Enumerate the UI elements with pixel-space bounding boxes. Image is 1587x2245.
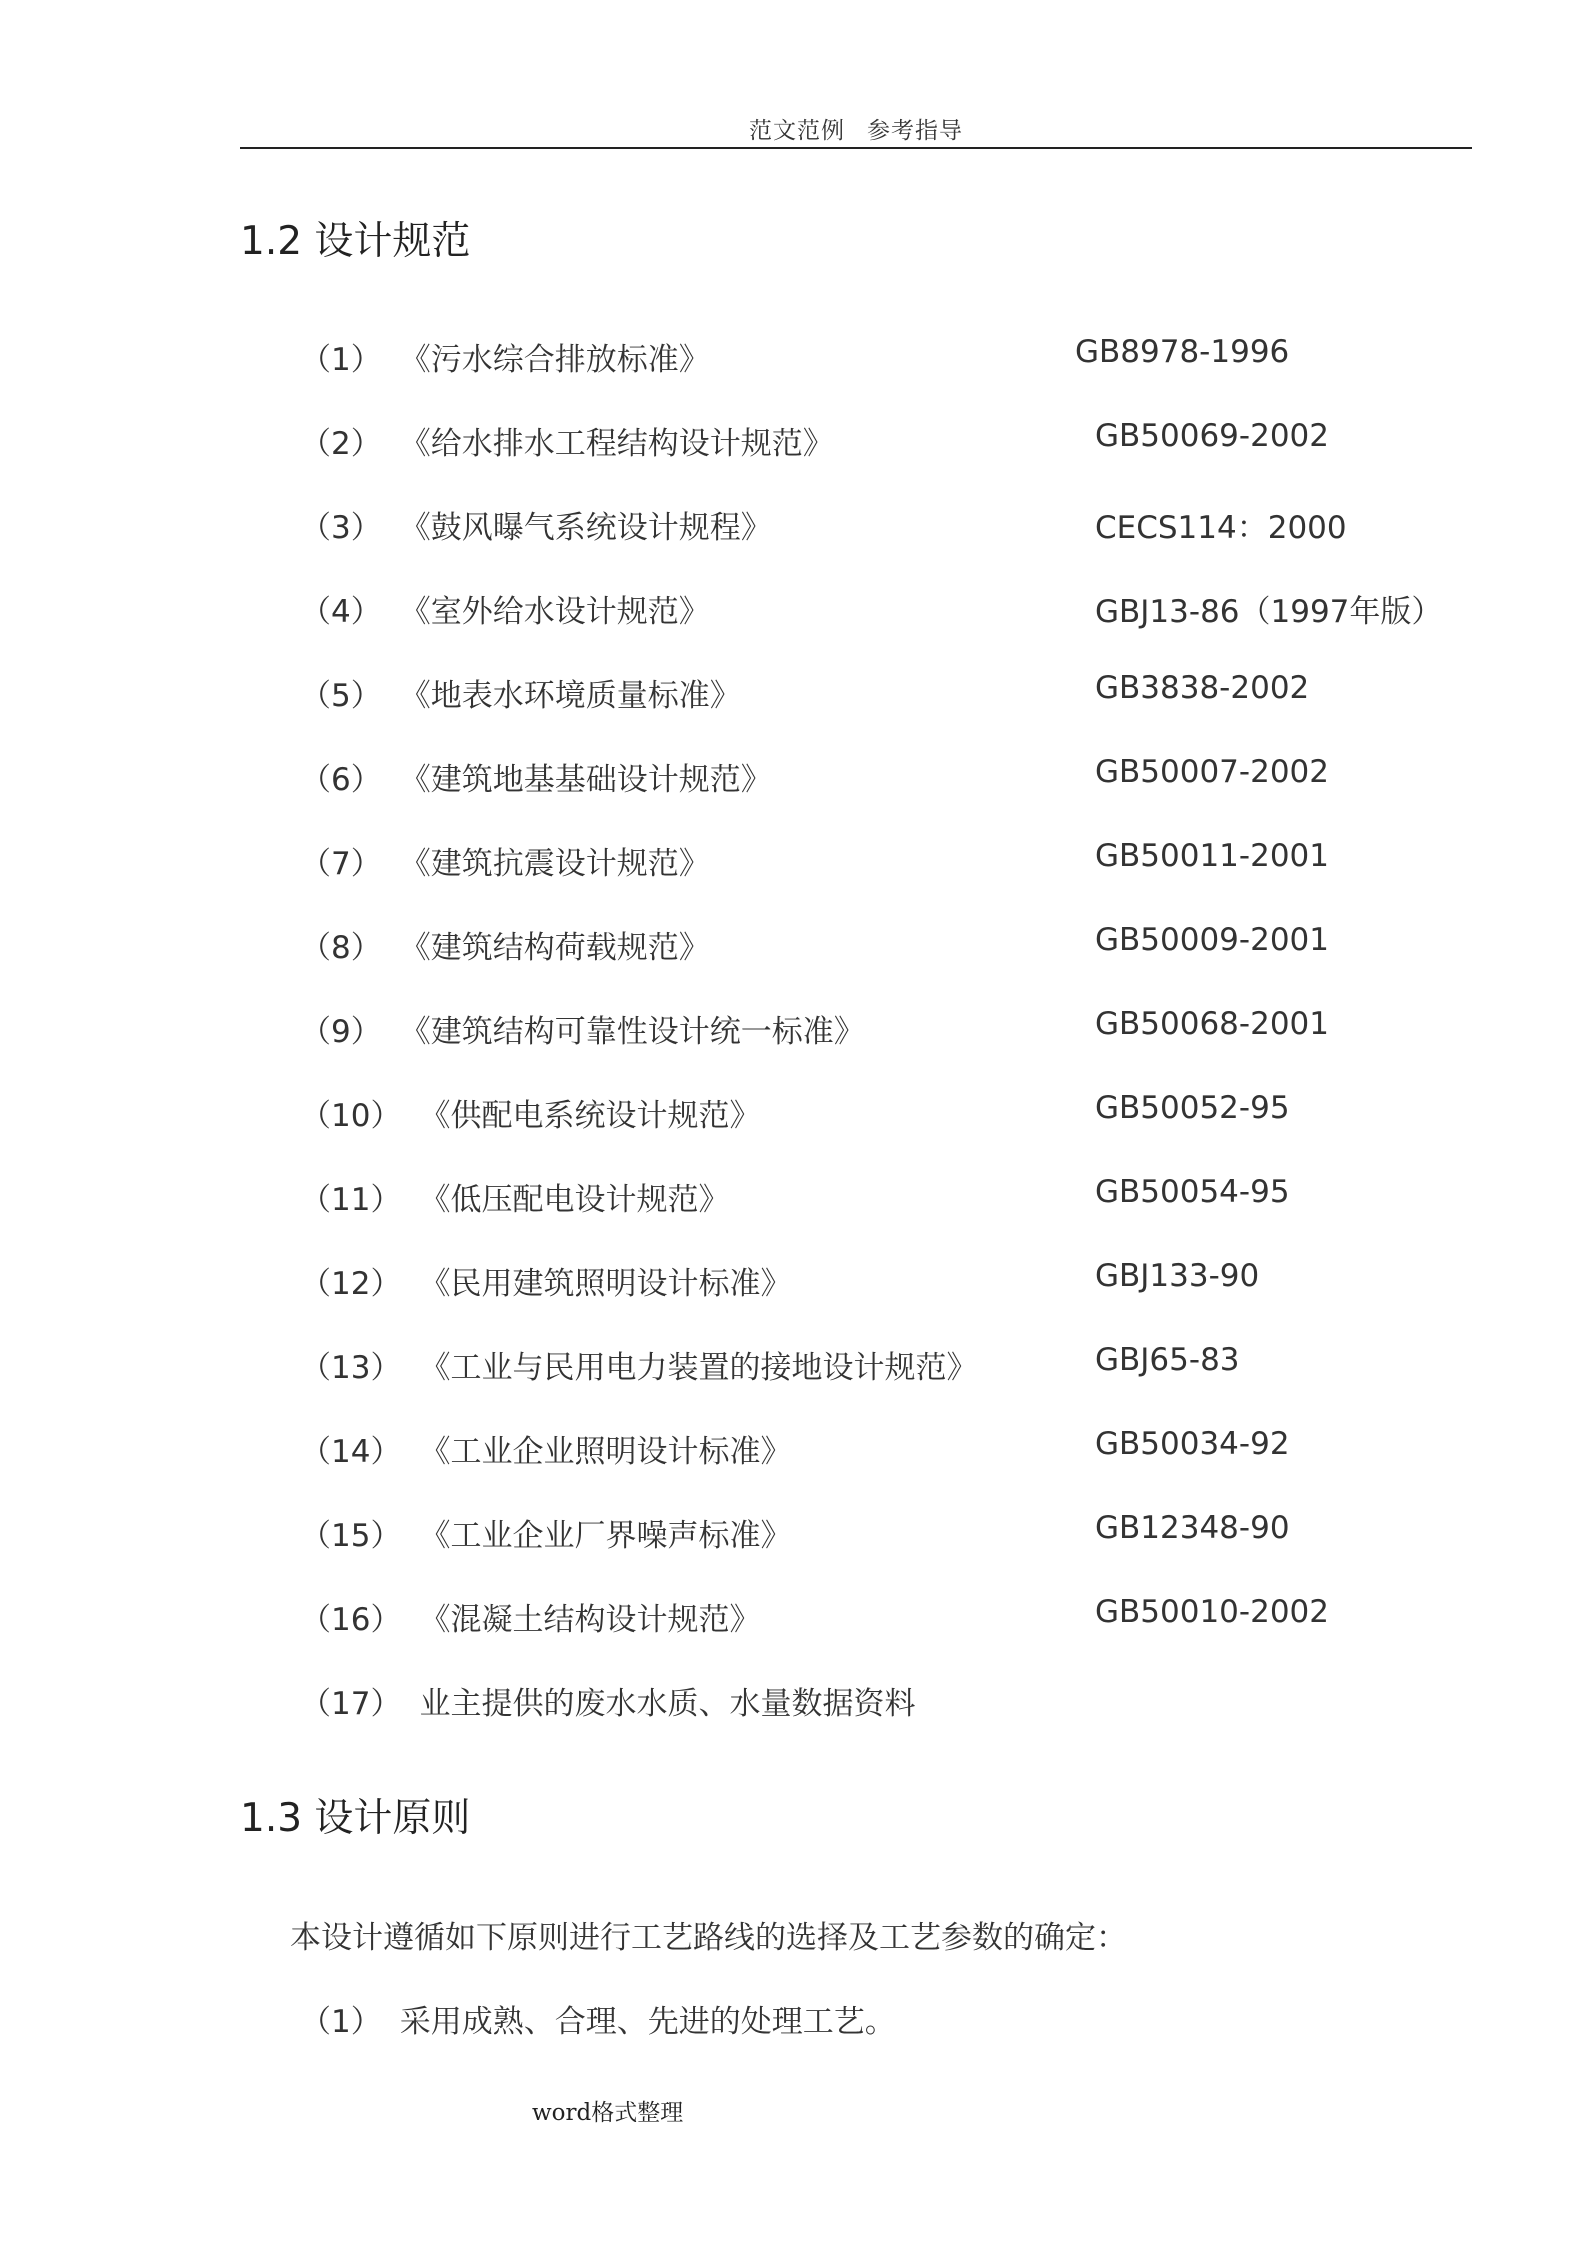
standard-row-12 (300, 1258, 1260, 1302)
page-footer: word格式整理 (532, 2100, 684, 2126)
standard-row-7 (300, 838, 1329, 882)
principle-text: 采用成熟、合理、先进的处理工艺。 (399, 2004, 896, 2040)
standard-row-8 (300, 922, 1329, 966)
page-header (240, 112, 1472, 145)
standard-row-6 (300, 754, 1329, 798)
standard-title: 《工业企业厂界噪声标准》 (419, 1518, 792, 1554)
standard-code: GB3838-2002 (1095, 670, 1310, 706)
standard-number: （12） (300, 1266, 402, 1302)
standard-code: GBJ133-90 (1095, 1258, 1260, 1294)
standard-number: （13） (300, 1350, 402, 1386)
standard-code: GB50034-92 (1095, 1426, 1290, 1462)
principles-intro: 本设计遵循如下原则进行工艺路线的选择及工艺参数的确定： (290, 1920, 1127, 1956)
standard-title: 《鼓风曝气系统设计规程》 (399, 510, 772, 546)
section-title-design-standards: 1.2 设计规范 (240, 219, 471, 264)
standard-title: 《供配电系统设计规范》 (419, 1098, 761, 1134)
standard-number: （1） (300, 342, 382, 378)
header-left-text: 范文范例 (749, 118, 845, 144)
standard-title: 《室外给水设计规范》 (399, 594, 710, 630)
standard-row-16 (300, 1594, 1329, 1638)
standard-row-14 (300, 1426, 1290, 1470)
standard-title: 《建筑抗震设计规范》 (399, 846, 710, 882)
principle-item-1 (300, 1996, 896, 2041)
standard-row-3 (300, 502, 1347, 546)
standard-code: GB50011-2001 (1095, 838, 1329, 874)
standard-row-15 (300, 1510, 1290, 1554)
principle-number: （1） (300, 2004, 382, 2040)
standard-number: （8） (300, 930, 382, 966)
standard-code: GB50069-2002 (1095, 418, 1329, 454)
standard-title: 《给水排水工程结构设计规范》 (399, 426, 834, 462)
standard-code: GBJ13-86（1997年版） (1095, 594, 1443, 630)
standard-title: 《民用建筑照明设计标准》 (419, 1266, 792, 1302)
standard-number: （7） (300, 846, 382, 882)
standard-title: 《建筑地基基础设计规范》 (399, 762, 772, 798)
standard-code: GB8978-1996 (1075, 334, 1290, 370)
standard-number: （6） (300, 762, 382, 798)
standard-title: 业主提供的废水水质、水量数据资料 (419, 1686, 916, 1722)
standard-number: （9） (300, 1014, 382, 1050)
standard-number: （16） (300, 1602, 402, 1638)
standard-number: （5） (300, 678, 382, 714)
standard-number: （3） (300, 510, 382, 546)
standard-code: GB50054-95 (1095, 1174, 1290, 1210)
standard-row-2 (300, 418, 1329, 462)
standard-number: （14） (300, 1434, 402, 1470)
standard-title: 《混凝土结构设计规范》 (419, 1602, 761, 1638)
standard-number: （15） (300, 1518, 402, 1554)
standard-row-10 (300, 1090, 1290, 1134)
standard-row-5 (300, 670, 1310, 714)
standard-row-4 (300, 586, 1443, 630)
standard-number: （11） (300, 1182, 402, 1218)
standard-code: GB50010-2002 (1095, 1594, 1329, 1630)
standard-code: GBJ65-83 (1095, 1342, 1240, 1378)
standard-number: （4） (300, 594, 382, 630)
standard-title: 《地表水环境质量标准》 (399, 678, 741, 714)
standard-row-13 (300, 1342, 1240, 1386)
standard-row-9 (300, 1006, 1329, 1050)
standard-title: 《污水综合排放标准》 (399, 342, 710, 378)
standard-code: GB50007-2002 (1095, 754, 1329, 790)
header-right-text: 参考指导 (867, 118, 963, 144)
standard-code: GB50009-2001 (1095, 922, 1329, 958)
standard-title: 《建筑结构可靠性设计统一标准》 (399, 1014, 865, 1050)
standard-code: GB12348-90 (1095, 1510, 1290, 1546)
standard-code: CECS114：2000 (1095, 510, 1347, 546)
header-rule (240, 147, 1472, 149)
standard-number: （2） (300, 426, 382, 462)
standard-title: 《低压配电设计规范》 (419, 1182, 730, 1218)
standard-row-17 (300, 1678, 915, 1722)
standard-title: 《建筑结构荷载规范》 (399, 930, 710, 966)
standard-number: （17） (300, 1686, 402, 1722)
standard-code: GB50052-95 (1095, 1090, 1290, 1126)
standard-row-1 (300, 334, 1290, 378)
standard-code: GB50068-2001 (1095, 1006, 1329, 1042)
standard-title: 《工业企业照明设计标准》 (419, 1434, 792, 1470)
section-title-design-principles: 1.3 设计原则 (240, 1796, 471, 1841)
standard-row-11 (300, 1174, 1290, 1218)
standard-title: 《工业与民用电力装置的接地设计规范》 (419, 1350, 978, 1386)
standard-number: （10） (300, 1098, 402, 1134)
